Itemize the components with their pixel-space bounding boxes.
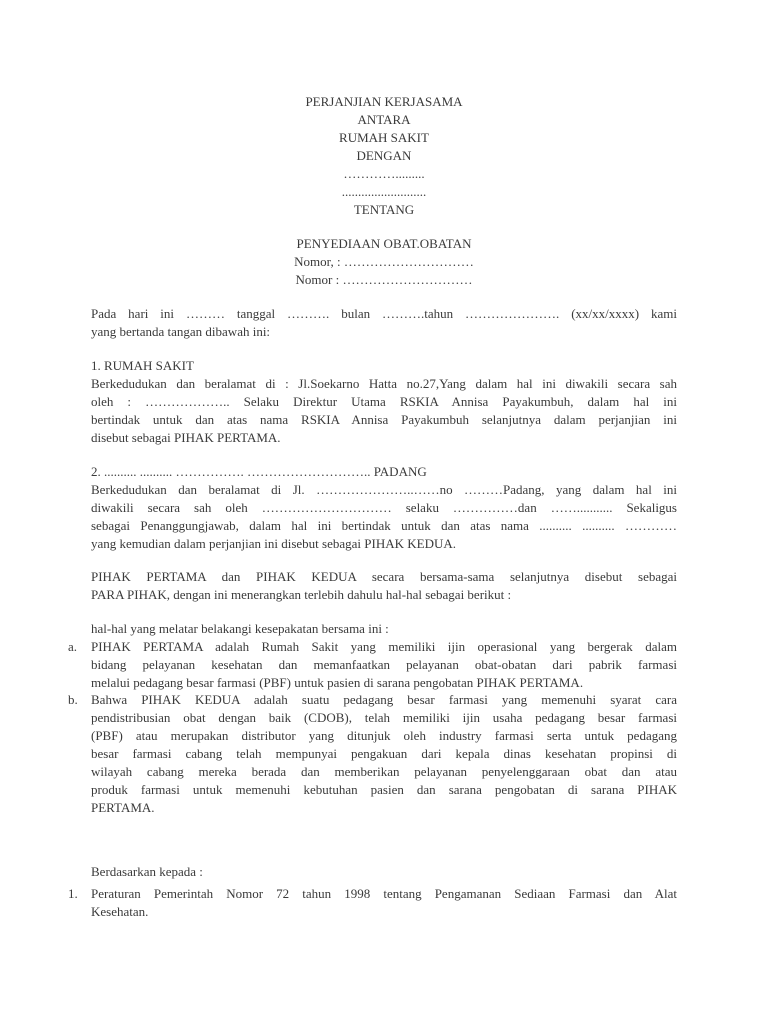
- subject-line: PENYEDIAAN OBAT.OBATAN: [296, 236, 472, 251]
- paragraph-line: PARA PIHAK, dengan ini menerangkan terlebih dahulu hal-hal sebagai berikut :: [91, 587, 512, 602]
- list-item-line: produk farmasi untuk memenuhi kebutuhan pasien dan sarana pengobatan di sarana PIHAK: [91, 782, 677, 797]
- list-item-line: Peraturan Pemerintah Nomor 72 tahun 1998 tentang Pengamanan Sediaan Farmasi dan Alat: [91, 886, 677, 901]
- number-line: Nomor : …………………………: [295, 272, 473, 287]
- paragraph-line: disebut sebagai PIHAK PERTAMA.: [91, 430, 281, 445]
- opening-paragraph: [91, 305, 677, 341]
- list-item: [91, 885, 677, 921]
- paragraph-line: Pada hari ini ……… tanggal ………. bulan ……….tahun …………………. (xx/xx/xxxx) kami: [91, 306, 677, 321]
- party-heading: 1. RUMAH SAKIT: [91, 358, 194, 373]
- list-item-line: Kesehatan.: [91, 904, 149, 919]
- paragraph-line: bertindak untuk dan atas nama RSKIA Annisa Payakumbuh selanjutnya dalam perjanjian ini: [91, 412, 677, 427]
- paragraph-line: PIHAK PERTAMA dan PIHAK KEDUA secara bersama-sama selanjutnya disebut sebagai: [91, 569, 677, 584]
- title-line: PERJANJIAN KERJASAMA: [305, 94, 463, 109]
- paragraph-line: yang bertanda tangan dibawah ini:: [91, 324, 271, 339]
- title-line: DENGAN: [356, 148, 412, 163]
- list-marker: 1.: [68, 886, 78, 901]
- list-marker: a.: [68, 639, 78, 654]
- list-item-line: wilayah cabang mereka berada dan memberikan pelayanan penyelenggaraan obat dan atau: [91, 764, 677, 779]
- paragraph-line: sebagai Penanggungjawab, dalam hal ini bertindak untuk dan atas nama .......... .......... …………: [91, 518, 677, 533]
- list-item-line: bidang pelayanan kesehatan dan memanfaatkan pelayanan obat-obatan dari pabrik farmasi: [91, 657, 677, 672]
- title-placeholder-line: ………….........: [343, 166, 425, 181]
- list-item: [91, 638, 677, 692]
- basis-intro: [91, 863, 677, 881]
- party-heading: 2. .......... .......... ……………. ……………………….. PADANG: [91, 464, 427, 479]
- list-intro: Berdasarkan kepada :: [91, 864, 203, 879]
- list-item-line: PIHAK PERTAMA adalah Rumah Sakit yang memiliki ijin operasional yang bergerak dalam: [91, 639, 677, 654]
- title-line: RUMAH SAKIT: [339, 130, 429, 145]
- background-intro: [91, 620, 677, 638]
- para-pihak-paragraph: [91, 568, 677, 604]
- list-item-line: Bahwa PIHAK KEDUA adalah suatu pedagang besar farmasi yang memenuhi syarat cara: [91, 692, 677, 707]
- title-placeholder-line: ..........................: [341, 184, 427, 199]
- list-item-line: (PBF) atau merupakan distributor yang ditunjuk oleh industry farmasi serta untuk pedagang: [91, 728, 677, 743]
- number-line: Nomor, : …………………………: [294, 254, 474, 269]
- paragraph-line: yang kemudian dalam perjanjian ini disebut sebagai PIHAK KEDUA.: [91, 536, 456, 551]
- title-line: TENTANG: [353, 202, 415, 217]
- list-marker: b.: [68, 692, 78, 707]
- list-intro: hal-hal yang melatar belakangi kesepakatan bersama ini :: [91, 621, 389, 636]
- paragraph-line: Berkedudukan dan beralamat di Jl. …………………..……no ………Padang, yang dalam hal ini: [91, 482, 677, 497]
- list-item-line: PERTAMA.: [91, 800, 155, 815]
- paragraph-line: diwakili secara sah oleh ………………………… selaku ……………dan ……........... Sekaligus: [91, 500, 677, 515]
- party-one-section: [91, 357, 677, 447]
- document-title-block: [0, 93, 768, 289]
- list-item: [91, 691, 677, 817]
- list-item-line: pendistribusian obat dengan baik (CDOB), telah memiliki ijin usaha pedagang besar farmasi: [91, 710, 677, 725]
- title-line: ANTARA: [357, 112, 411, 127]
- list-item-line: melalui pedagang besar farmasi (PBF) untuk pasien di sarana pengobatan PIHAK PERTAMA.: [91, 675, 584, 690]
- paragraph-line: oleh : ……………….. Selaku Direktur Utama RSKIA Annisa Payakumbuh, dalam hal ini: [91, 394, 677, 409]
- paragraph-line: Berkedudukan dan beralamat di : Jl.Soekarno Hatta no.27,Yang dalam hal ini diwakili secara sah: [91, 376, 677, 391]
- party-two-section: [91, 463, 677, 553]
- list-item-line: besar farmasi cabang telah mempunyai pengakuan dari kepala dinas kesehatan propinsi di: [91, 746, 677, 761]
